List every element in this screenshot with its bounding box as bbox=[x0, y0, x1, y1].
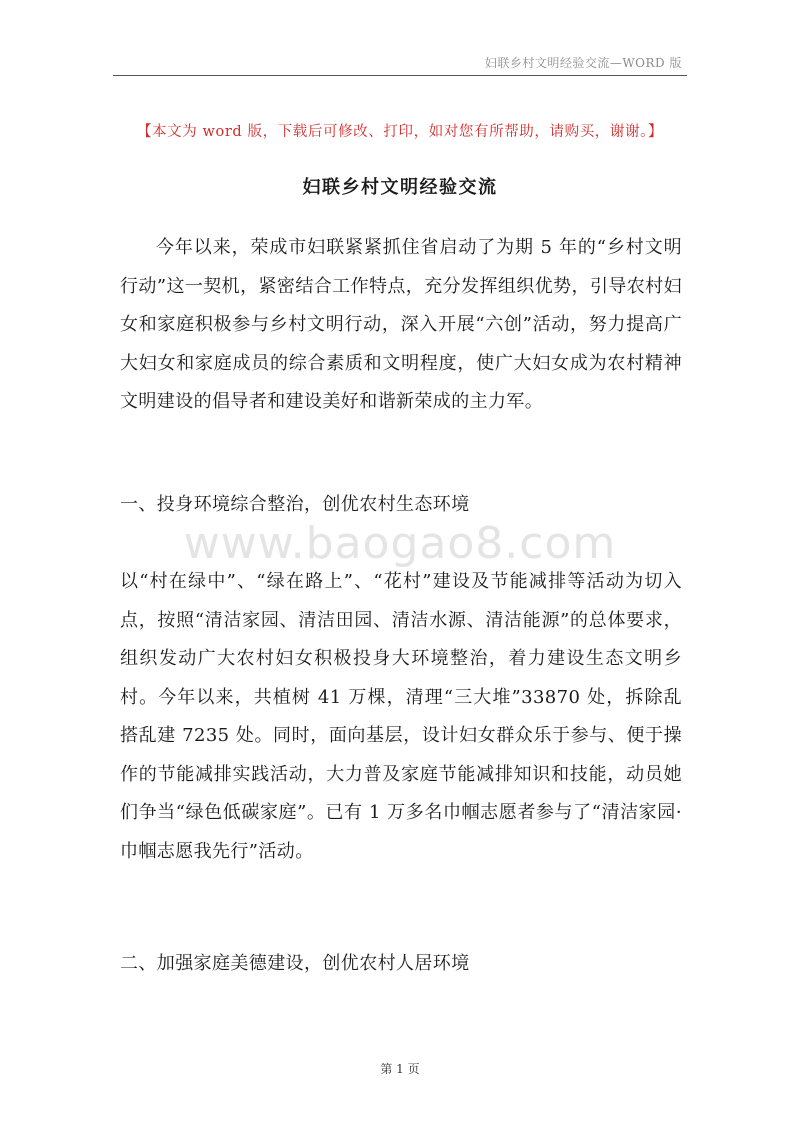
page-number: 第 1 页 bbox=[380, 1062, 420, 1076]
download-notice: 【本文为 word 版，下载后可修改、打印，如对您有所帮助，请购买，谢谢。】 bbox=[136, 124, 664, 140]
header-divider bbox=[113, 75, 687, 76]
section-1-body: 以“村在绿中”、“绿在路上”、“花村”建设及节能减排等活动为切入点，按照“清洁家园、清洁田园、清洁水源、清洁能源”的总体要求，组织发动广大农村妇女积极投身大环境整治，着力建设生态文明乡村。今年以来，共植树 41 万棵，清理“三大堆”33870 处，拆除乱搭乱建 7235 处。同时，面向基层，设计妇女群众乐于参与、便于操作的节能减排实践活动，大力普及家庭节能减排知识和技能，动员她们争当“绿色低碳家庭”。已有 1 万多名巾帼志愿者参与了“清洁家园·巾帼志愿我先行”活动。 bbox=[120, 571, 682, 862]
section-heading-1: 一、投身环境综合整治，创优农村生态环境 bbox=[120, 494, 470, 515]
intro-paragraph: 今年以来，荣成市妇联紧紧抓住省启动了为期 5 年的“乡村文明行动”这一契机，紧密结合工作特点，充分发挥组织优势，引导农村妇女和家庭积极参与乡村文明行动，深入开展“六创”活动，努力提高广大妇女和家庭成员的综合素质和文明程度，使广大妇女成为农村精神文明建设的倡导者和建设美好和谐新荣成的主力军。 bbox=[120, 237, 682, 412]
watermark: www.baogao8.com bbox=[183, 518, 617, 569]
running-header: 妇联乡村文明经验交流—WORD 版 bbox=[484, 56, 682, 70]
document-title: 妇联乡村文明经验交流 bbox=[302, 177, 498, 198]
section-heading-2: 二、加强家庭美德建设，创优农村人居环境 bbox=[120, 953, 470, 974]
